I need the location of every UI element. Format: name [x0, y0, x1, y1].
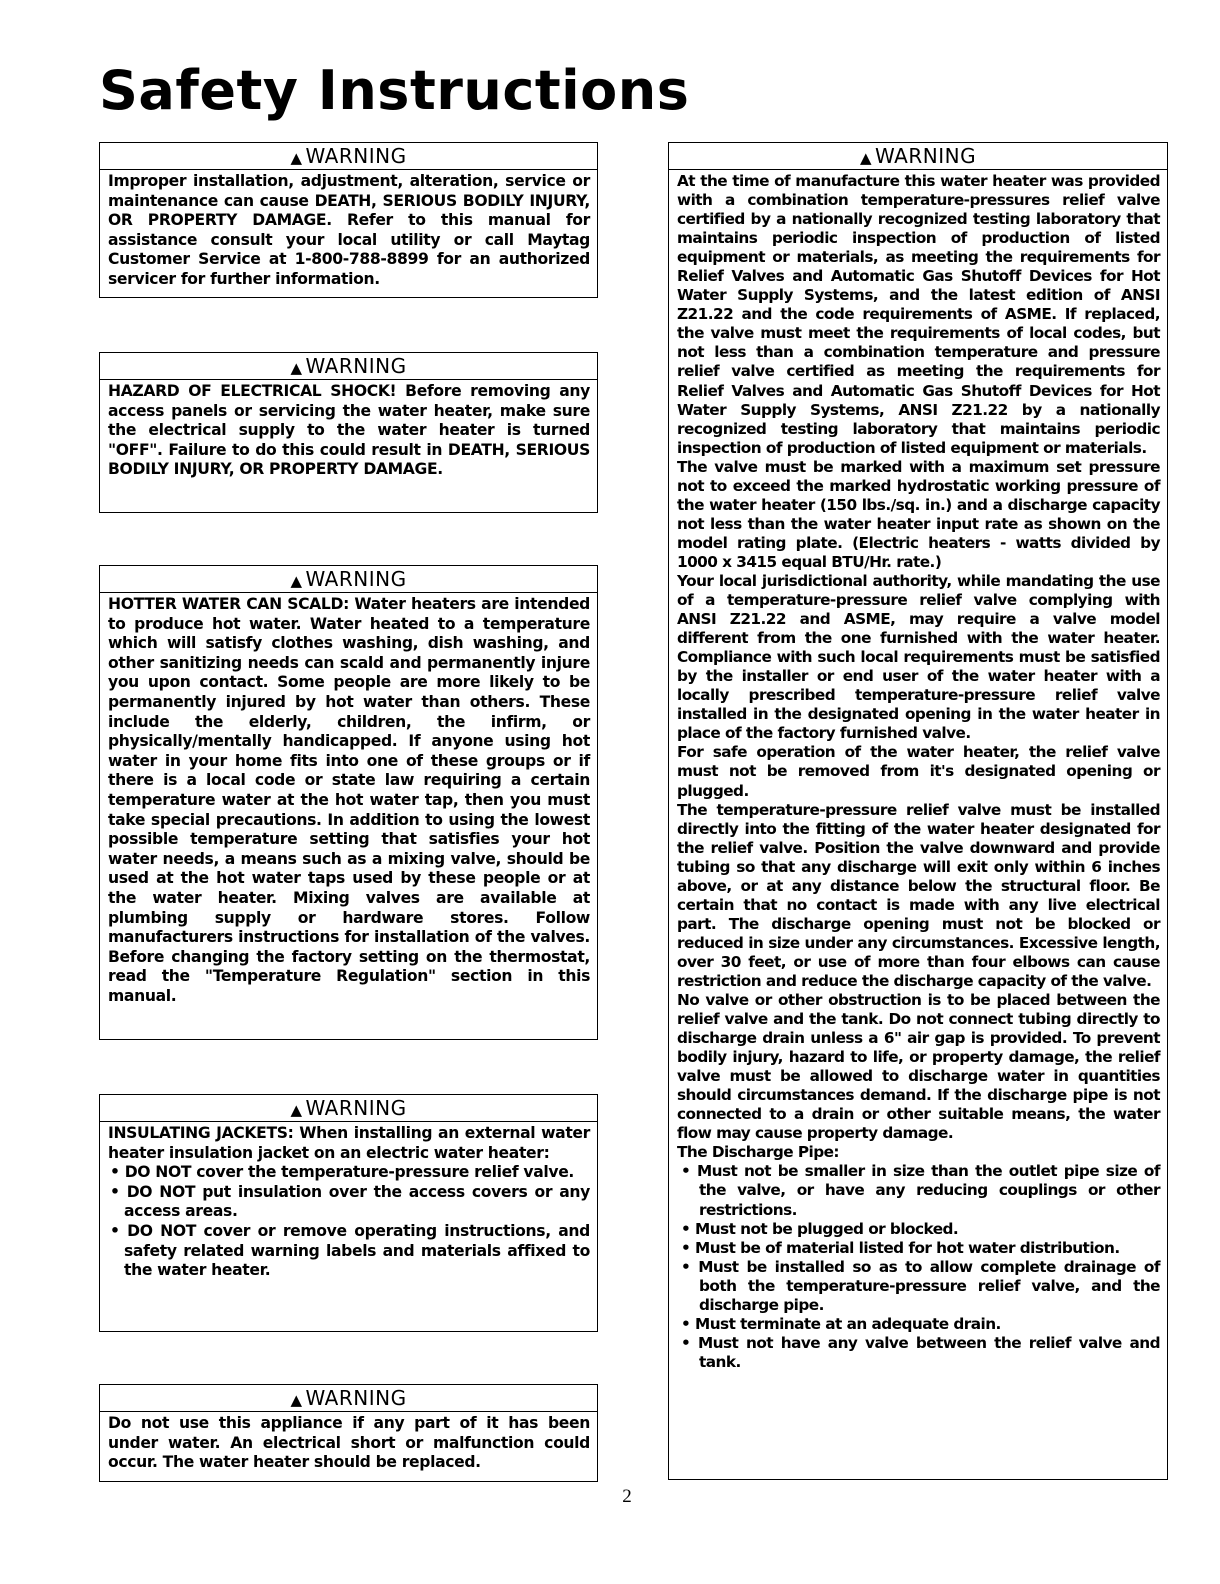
warning-header	[100, 143, 597, 170]
paragraph: The temperature-pressure relief valve must be installed directly into the fitting of the water heater designated for the relief valve. Position the valve downward and provide tubing so that any discharge will exit only within 6 inches above, or at any distance below the structural floor. Be certain that no contact is made with any live electrical part. The discharge opening must not be blocked or reduced in size under any circumstances. Excessive length, over 30 feet, or use of more than four elbows can cause restriction and reduce the discharge capacity of the valve.	[677, 800, 1160, 990]
list-item: • Must be installed so as to allow complete drainage of both the temperature-pressure relief valve, and the discharge pipe.	[677, 1258, 1160, 1315]
list-item: • Must not be smaller in size than the outlet pipe size of the valve, or have any reducing couplings or other restrictions.	[677, 1162, 1160, 1219]
warning-text: Improper installation, adjustment, alteration, service or maintenance can cause DEATH, SERIOUS BODILY INJURY, OR PROPERTY DAMAGE. Refer to this manual for assistance consult your local utility or call Maytag Customer Service at 1-800-788-8899 for an authorized servicer for further information.	[108, 172, 590, 288]
warning-label: WARNING	[305, 1096, 407, 1120]
warning-header	[100, 566, 597, 593]
list-item: • Must not have any valve between the relief valve and tank.	[677, 1334, 1160, 1372]
warning-box-insulating-jackets	[99, 1094, 598, 1332]
warning-label: WARNING	[305, 354, 407, 378]
paragraph: No valve or other obstruction is to be placed between the relief valve and the tank. Do not connect tubing directly to discharge drain unless a 6" air gap is provided. To prevent bodily injury, hazard to life, or property damage, the relief valve must be allowed to discharge water in quantities should circumstances demand. If the discharge pipe is not connected to a drain or other suitable means, the water flow may cause property damage.	[677, 991, 1160, 1143]
page-number: 2	[622, 1486, 632, 1507]
warning-text	[669, 170, 1167, 1374]
page-title: Safety Instructions	[99, 59, 690, 122]
list-item: • DO NOT cover the temperature-pressure relief valve.	[108, 1163, 590, 1183]
paragraph: At the time of manufacture this water heater was provided with a combination temperature-pressures relief valve certified by a nationally recognized testing laboratory that maintains periodic inspection of production of listed equipment or materials, as meeting the requirements for Relief Valves and Automatic Gas Shutoff Devices for Hot Water Supply Systems, and the latest edition of ANSI Z21.22 and the code requirements of ASME. If replaced, the valve must meet the requirements of local codes, but not less than a combination temperature and pressure relief valve certified as meeting the requirements for Relief Valves and Automatic Gas Shutoff Devices for Hot Water Supply Systems, ANSI Z21.22 by a nationally recognized testing laboratory that maintains periodic inspection of production of listed equipment or materials.	[677, 172, 1160, 457]
warning-box-electrical-shock	[99, 352, 598, 513]
paragraph: Your local jurisdictional authority, while mandating the use of a temperature-pressure relief valve complying with ANSI Z21.22 and ASME, may require a valve model different from the one furnished with the water heater. Compliance with such local requirements must be satisfied by the installer or end user of the water heater with a locally prescribed temperature-pressure relief valve installed in the designated opening in the water heater in place of the factory furnished valve.	[677, 571, 1160, 743]
warning-box-under-water	[99, 1384, 598, 1482]
list-item: • Must terminate at an adequate drain.	[677, 1315, 1160, 1334]
warning-header	[669, 143, 1167, 170]
warning-box-installation	[99, 142, 598, 298]
warning-text: HOTTER WATER CAN SCALD: Water heaters are intended to produce hot water. Water heated to a temperature which will satisfy clothes washing, dish washing, and other sanitizing needs can scald and permanently injure you upon contact. Some people are more likely to be permanently injured by hot water than others. These include the elderly, children, the infirm, or physically/mentally handicapped. If anyone using hot water in your home fits into one of these groups or if there is a local code or state law requiring a certain temperature water at the hot water tap, then you must take special precautions. In addition to using the lowest possible temperature setting that satisfies your hot water needs, a means such as a mixing valve, should be used at the hot water taps used by these people or at the water heater. Mixing valves are available at plumbing supply or hardware stores. Follow manufacturers instructions for installation of the valves. Before changing the factory setting on the thermostat, read the "Temperature Regulation" section in this manual.	[108, 595, 590, 1005]
warning-text: Do not use this appliance if any part of it has been under water. An electrical short or malfunction could occur. The water heater should be replaced.	[108, 1414, 590, 1472]
warning-triangle-icon: ▲	[290, 149, 303, 167]
warning-bullet-list	[108, 1163, 590, 1281]
warning-label: WARNING	[305, 1386, 407, 1410]
warning-header	[100, 1095, 597, 1122]
warning-text: HAZARD OF ELECTRICAL SHOCK! Before removing any access panels or servicing the water heater, make sure the electrical supply to the water heater is turned "OFF". Failure to do this could result in DEATH, SERIOUS BODILY INJURY, OR PROPERTY DAMAGE.	[108, 382, 590, 479]
warning-triangle-icon: ▲	[290, 572, 303, 590]
paragraph: For safe operation of the water heater, the relief valve must not be removed from it's designated opening or plugged.	[677, 743, 1160, 800]
warning-intro: INSULATING JACKETS: When installing an external water heater insulation jacket on an electric water heater:	[108, 1124, 590, 1162]
discharge-pipe-list	[677, 1162, 1160, 1372]
warning-header	[100, 353, 597, 380]
discharge-pipe-heading: The Discharge Pipe:	[677, 1143, 839, 1162]
warning-triangle-icon: ▲	[290, 359, 303, 377]
warning-text	[100, 1122, 597, 1283]
list-item: • DO NOT put insulation over the access covers or any access areas.	[108, 1183, 590, 1222]
list-item: • Must not be plugged or blocked.	[677, 1220, 1160, 1239]
warning-box-scald	[99, 565, 598, 1040]
warning-label: WARNING	[305, 567, 407, 591]
warning-triangle-icon: ▲	[290, 1101, 303, 1119]
warning-triangle-icon: ▲	[859, 149, 872, 167]
list-item: • Must be of material listed for hot water distribution.	[677, 1239, 1160, 1258]
warning-label: WARNING	[305, 144, 407, 168]
paragraph: The valve must be marked with a maximum set pressure not to exceed the marked hydrostatic working pressure of the water heater (150 lbs./sq. in.) and a discharge capacity not less than the water heater input rate as shown on the model rating plate. (Electric heaters - watts divided by 1000 x 3415 equal BTU/Hr. rate.)	[677, 457, 1160, 571]
list-item: • DO NOT cover or remove operating instructions, and safety related warning labels and materials affixed to the water heater.	[108, 1222, 590, 1281]
warning-triangle-icon: ▲	[290, 1391, 303, 1409]
warning-box-relief-valve	[668, 142, 1168, 1480]
warning-header	[100, 1385, 597, 1412]
warning-label: WARNING	[874, 144, 977, 168]
